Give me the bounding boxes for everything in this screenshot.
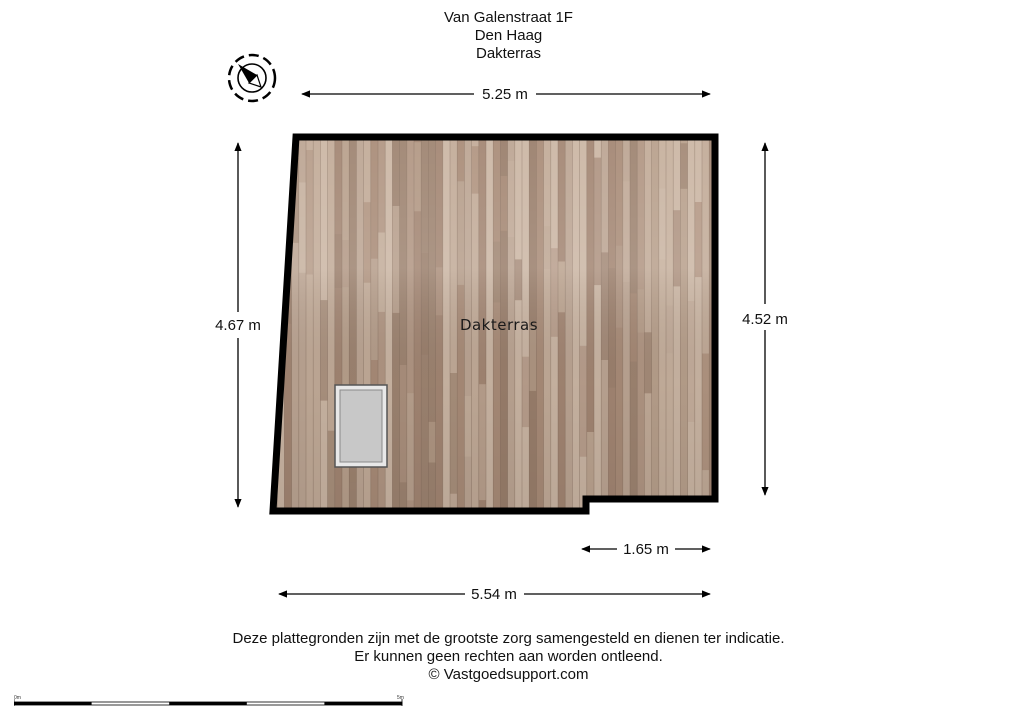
address-title: Van Galenstraat 1F xyxy=(444,9,573,26)
copyright: © Vastgoedsupport.com xyxy=(428,666,589,683)
dimension-notch xyxy=(582,541,710,558)
skylight xyxy=(335,385,387,467)
dimension-right xyxy=(742,143,788,495)
disclaimer-line-1: Deze plattegronden zijn met de grootste zorg samengesteld en dienen ter indicatie. xyxy=(232,630,785,647)
footer xyxy=(0,630,1017,684)
dimension-right-label: 4.52 m xyxy=(742,311,788,328)
dimension-top-label: 5.25 m xyxy=(482,86,528,103)
compass-icon xyxy=(229,55,275,101)
dimension-notch-label: 1.65 m xyxy=(623,541,669,558)
scale-bar xyxy=(14,694,406,708)
dimension-bottom-label: 5.54 m xyxy=(471,586,517,603)
dimension-bottom xyxy=(279,586,710,603)
scale-start-label: 0m xyxy=(14,695,21,701)
room-label: Dakterras xyxy=(459,316,539,334)
scale-end-label: 5m xyxy=(397,695,404,701)
disclaimer-line-2: Er kunnen geen rechten aan worden ontleend. xyxy=(354,648,663,665)
dimension-left-label: 4.67 m xyxy=(215,317,261,334)
dimension-left xyxy=(215,143,261,507)
city-title: Den Haag xyxy=(474,27,543,44)
terrace-floor xyxy=(270,135,724,545)
dimension-top xyxy=(302,86,710,103)
floor-title: Dakterras xyxy=(475,45,542,62)
